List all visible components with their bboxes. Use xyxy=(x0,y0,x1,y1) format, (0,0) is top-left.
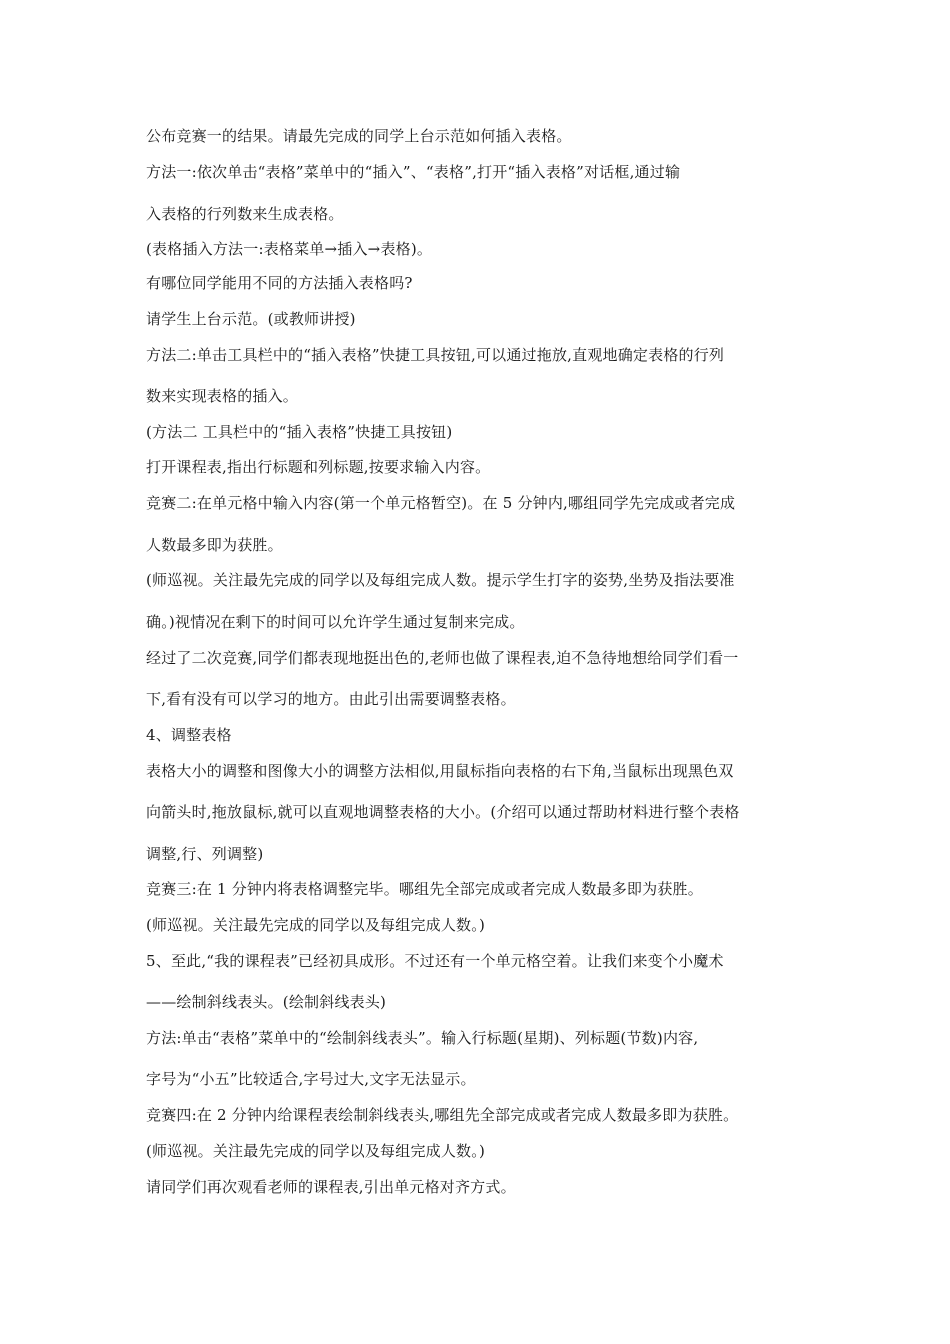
paragraph-line: 数来实现表格的插入。 xyxy=(146,387,299,405)
paragraph-line: 向箭头时,拖放鼠标,就可以直观地调整表格的大小。(介绍可以通过帮助材料进行整个表格 xyxy=(146,803,740,821)
paragraph-line: 竞赛四:在 2 分钟内给课程表绘制斜线表头,哪组先全部完成或者完成人数最多即为获胜。 xyxy=(146,1106,739,1124)
paragraph-line: 请同学们再次观看老师的课程表,引出单元格对齐方式。 xyxy=(146,1178,516,1196)
paragraph-line: (师巡视。关注最先完成的同学以及每组完成人数。) xyxy=(146,1142,486,1160)
paragraph-line: 有哪位同学能用不同的方法插入表格吗? xyxy=(146,274,413,292)
paragraph-line: 方法:单击“表格”菜单中的“绘制斜线表头”。输入行标题(星期)、列标题(节数)内容, xyxy=(146,1029,699,1047)
paragraph-line: 打开课程表,指出行标题和列标题,按要求输入内容。 xyxy=(146,458,491,476)
paragraph-line: 5、至此,“我的课程表”已经初具成形。不过还有一个单元格空着。让我们来变个小魔术 xyxy=(146,952,724,970)
paragraph-line: (表格插入方法一:表格菜单→插入→表格)。 xyxy=(146,240,433,258)
paragraph-line: (方法二 工具栏中的“插入表格”快捷工具按钮) xyxy=(146,423,453,441)
paragraph-line: 竞赛三:在 1 分钟内将表格调整完毕。哪组先全部完成或者完成人数最多即为获胜。 xyxy=(146,880,703,898)
section-heading: 4、调整表格 xyxy=(146,726,232,744)
paragraph-line: 方法一:依次单击“表格”菜单中的“插入”、“表格”,打开“插入表格”对话框,通过输 xyxy=(146,163,681,181)
paragraph-line: 确。)视情况在剩下的时间可以允许学生通过复制来完成。 xyxy=(146,613,525,631)
paragraph-line: 公布竞赛一的结果。请最先完成的同学上台示范如何插入表格。 xyxy=(146,127,572,145)
paragraph-line: 人数最多即为获胜。 xyxy=(146,536,283,554)
paragraph-line: (师巡视。关注最先完成的同学以及每组完成人数。提示学生打字的姿势,坐势及指法要准 xyxy=(146,571,735,589)
paragraph-line: 竞赛二:在单元格中输入内容(第一个单元格暂空)。在 5 分钟内,哪组同学先完成或者完成 xyxy=(146,494,736,512)
paragraph-line: 方法二:单击工具栏中的“插入表格”快捷工具按钮,可以通过拖放,直观地确定表格的行列 xyxy=(146,346,725,364)
paragraph-line: (师巡视。关注最先完成的同学以及每组完成人数。) xyxy=(146,916,486,934)
paragraph-line: 请学生上台示范。(或教师讲授) xyxy=(146,310,356,328)
paragraph-line: 下,看有没有可以学习的地方。由此引出需要调整表格。 xyxy=(146,690,516,708)
paragraph-line: ——绘制斜线表头。(绘制斜线表头) xyxy=(146,993,387,1011)
paragraph-line: 调整,行、列调整) xyxy=(146,845,264,863)
paragraph-line: 经过了二次竞赛,同学们都表现地挺出色的,老师也做了课程表,迫不急待地想给同学们看一 xyxy=(146,649,739,667)
paragraph-line: 入表格的行列数来生成表格。 xyxy=(146,205,344,223)
paragraph-line: 字号为“小五”比较适合,字号过大,文字无法显示。 xyxy=(146,1070,476,1088)
paragraph-line: 表格大小的调整和图像大小的调整方法相似,用鼠标指向表格的右下角,当鼠标出现黑色双 xyxy=(146,762,734,780)
